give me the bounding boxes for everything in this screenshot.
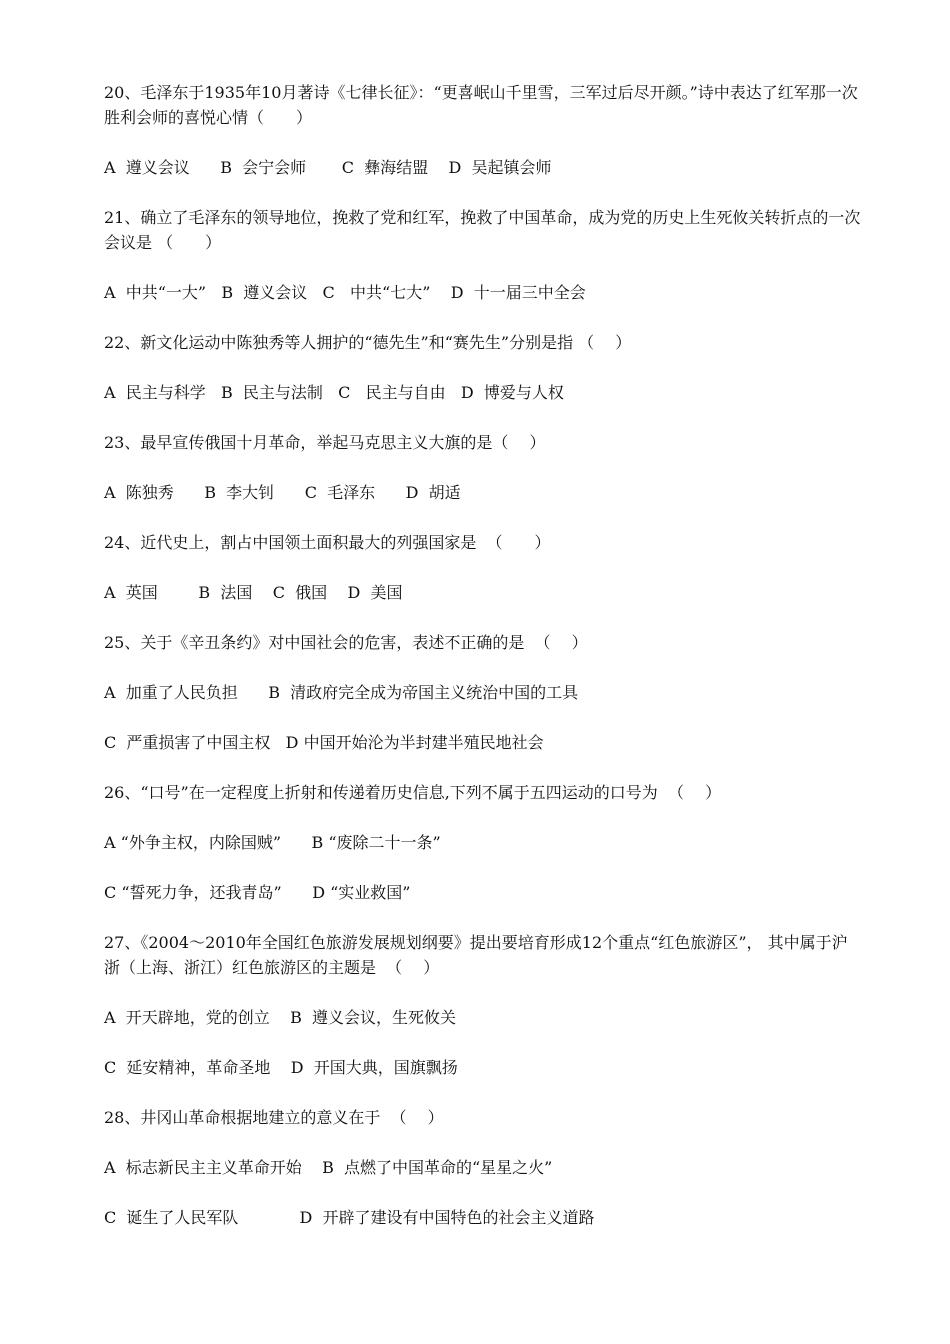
question-stem: 22、新文化运动中陈独秀等人拥护的“德先生”和“赛先生”分别是指 （ ）	[104, 333, 632, 352]
question-24	[104, 530, 862, 630]
question-23	[104, 430, 862, 530]
question-22	[104, 330, 862, 430]
option-line: C 诞生了人民军队 D 开辟了建设有中国特色的社会主义道路	[104, 1208, 595, 1227]
question-27	[104, 930, 862, 1105]
question-stem: 21、确立了毛泽东的领导地位，挽救了党和红军，挽救了中国革命，成为党的历史上生死攸关转折点的一次会议是 （ ）	[104, 208, 861, 252]
option-line: A “外争主权，内除国贼” B “废除二十一条”	[104, 833, 441, 852]
question-20	[104, 80, 862, 205]
option-line: A 遵义会议 B 会宁会师 C 彝海结盟 D 吴起镇会师	[104, 158, 552, 177]
option-line: A 民主与科学 B 民主与法制 C 民主与自由 D 博爱与人权	[104, 383, 564, 402]
option-line: C 延安精神，革命圣地 D 开国大典，国旗飘扬	[104, 1058, 458, 1077]
question-stem: 28、井冈山革命根据地建立的意义在于 （ ）	[104, 1108, 444, 1127]
question-stem: 20、毛泽东于1935年10月著诗《七律长征》：“更喜岷山千里雪，三军过后尽开颜。”诗中表达了红军那一次胜利会师的喜悦心情（ ）	[104, 83, 858, 127]
question-28	[104, 1105, 862, 1230]
question-25	[104, 630, 862, 780]
question-26	[104, 780, 862, 930]
option-line: A 标志新民主主义革命开始 B 点燃了中国革命的“星星之火”	[104, 1158, 553, 1177]
option-line: A 陈独秀 B 李大钊 C 毛泽东 D 胡适	[104, 483, 461, 502]
question-stem: 23、最早宣传俄国十月革命，举起马克思主义大旗的是（ ）	[104, 433, 546, 452]
option-line: A 中共“一大” B 遵义会议 C 中共“七大” D 十一届三中全会	[104, 283, 586, 302]
option-line: C “誓死力争，还我青岛” D “实业救国”	[104, 883, 411, 902]
option-line: C 严重损害了中国主权 D 中国开始沦为半封建半殖民地社会	[104, 733, 544, 752]
question-stem: 24、近代史上，割占中国领土面积最大的列强国家是 （ ）	[104, 533, 551, 552]
option-line: A 加重了人民负担 B 清政府完全成为帝国主义统治中国的工具	[104, 683, 579, 702]
question-stem: 26、“口号”在一定程度上折射和传递着历史信息,下列不属于五四运动的口号为 （ ）	[104, 783, 722, 802]
question-list	[104, 80, 862, 1230]
question-stem: 25、关于《辛丑条约》对中国社会的危害，表述不正确的是 （ ）	[104, 633, 588, 652]
option-line: A 英国 B 法国 C 俄国 D 美国	[104, 583, 403, 602]
question-21	[104, 205, 862, 330]
option-line: A 开天辟地，党的创立 B 遵义会议，生死攸关	[104, 1008, 457, 1027]
question-stem: 27、《2004～2010年全国红色旅游发展规划纲要》提出要培育形成12个重点“红色旅游区”， 其中属于沪浙（上海、浙江）红色旅游区的主题是 （ ）	[104, 933, 848, 977]
